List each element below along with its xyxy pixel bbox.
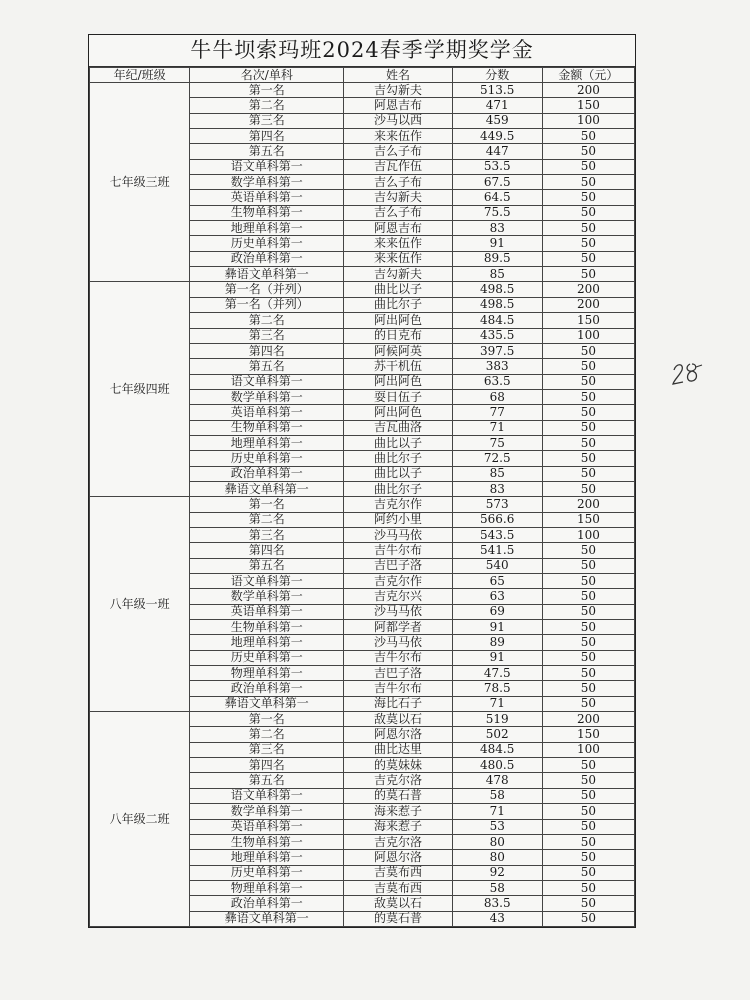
amount-cell: 50 — [542, 129, 634, 144]
score-cell: 449.5 — [452, 129, 542, 144]
name-cell: 沙马以西 — [344, 113, 452, 128]
rank-subject-cell: 第一名（并列） — [190, 297, 344, 312]
name-cell: 吉么子布 — [344, 175, 452, 190]
amount-cell: 50 — [542, 420, 634, 435]
score-cell: 83.5 — [452, 896, 542, 911]
score-cell: 85 — [452, 466, 542, 481]
table-row — [90, 83, 635, 98]
amount-cell: 50 — [542, 896, 634, 911]
amount-cell: 50 — [542, 267, 634, 282]
rank-subject-cell: 彝语文单科第一 — [190, 481, 344, 496]
score-cell: 573 — [452, 497, 542, 512]
amount-cell: 50 — [542, 635, 634, 650]
rank-subject-cell: 数学单科第一 — [190, 804, 344, 819]
amount-cell: 50 — [542, 144, 634, 159]
amount-cell: 50 — [542, 558, 634, 573]
rank-subject-cell: 语文单科第一 — [190, 788, 344, 803]
name-cell: 阿恩吉布 — [344, 98, 452, 113]
score-cell: 65 — [452, 574, 542, 589]
header-amount: 金额（元） — [542, 68, 634, 83]
amount-cell: 200 — [542, 297, 634, 312]
score-cell: 541.5 — [452, 543, 542, 558]
name-cell: 吉瓦作伍 — [344, 159, 452, 174]
name-cell: 阿出阿色 — [344, 313, 452, 328]
amount-cell: 50 — [542, 251, 634, 266]
name-cell: 来来伍作 — [344, 129, 452, 144]
handwritten-note — [670, 358, 704, 392]
score-cell: 484.5 — [452, 313, 542, 328]
rank-subject-cell: 数学单科第一 — [190, 389, 344, 404]
amount-cell: 50 — [542, 405, 634, 420]
rank-subject-cell: 第五名 — [190, 144, 344, 159]
amount-cell: 150 — [542, 727, 634, 742]
amount-cell: 50 — [542, 159, 634, 174]
name-cell: 吉克尔洛 — [344, 773, 452, 788]
name-cell: 吉牛尔布 — [344, 681, 452, 696]
amount-cell: 100 — [542, 742, 634, 757]
score-cell: 89 — [452, 635, 542, 650]
score-cell: 480.5 — [452, 758, 542, 773]
name-cell: 吉克尔洛 — [344, 834, 452, 849]
rank-subject-cell: 政治单科第一 — [190, 466, 344, 481]
amount-cell: 50 — [542, 666, 634, 681]
name-cell: 吉么子布 — [344, 205, 452, 220]
rank-subject-cell: 第一名 — [190, 712, 344, 727]
grade-class-cell: 八年级二班 — [90, 712, 190, 927]
score-cell: 83 — [452, 221, 542, 236]
score-cell: 92 — [452, 865, 542, 880]
name-cell: 吉莫布西 — [344, 865, 452, 880]
score-cell: 69 — [452, 604, 542, 619]
score-cell: 77 — [452, 405, 542, 420]
rank-subject-cell: 数学单科第一 — [190, 589, 344, 604]
name-cell: 沙马马依 — [344, 604, 452, 619]
name-cell: 吉瓦曲洛 — [344, 420, 452, 435]
rank-subject-cell: 政治单科第一 — [190, 681, 344, 696]
name-cell: 敌莫以石 — [344, 712, 452, 727]
name-cell: 阿恩吉布 — [344, 221, 452, 236]
amount-cell: 50 — [542, 880, 634, 895]
name-cell: 曲比以子 — [344, 282, 452, 297]
score-cell: 502 — [452, 727, 542, 742]
rank-subject-cell: 英语单科第一 — [190, 819, 344, 834]
rank-subject-cell: 语文单科第一 — [190, 374, 344, 389]
score-cell: 513.5 — [452, 83, 542, 98]
rank-subject-cell: 语文单科第一 — [190, 159, 344, 174]
score-cell: 89.5 — [452, 251, 542, 266]
name-cell: 阿恩尔洛 — [344, 727, 452, 742]
score-cell: 397.5 — [452, 343, 542, 358]
amount-cell: 100 — [542, 527, 634, 542]
amount-cell: 100 — [542, 328, 634, 343]
rank-subject-cell: 英语单科第一 — [190, 190, 344, 205]
amount-cell: 150 — [542, 313, 634, 328]
name-cell: 曲比以子 — [344, 466, 452, 481]
name-cell: 海来惹子 — [344, 819, 452, 834]
score-cell: 80 — [452, 834, 542, 849]
name-cell: 的莫石普 — [344, 911, 452, 926]
name-cell: 的莫妹妹 — [344, 758, 452, 773]
name-cell: 阿都学者 — [344, 620, 452, 635]
rank-subject-cell: 生物单科第一 — [190, 205, 344, 220]
rank-subject-cell: 第一名（并列） — [190, 282, 344, 297]
table-row — [90, 282, 635, 297]
score-cell: 484.5 — [452, 742, 542, 757]
name-cell: 敌莫以石 — [344, 896, 452, 911]
score-cell: 519 — [452, 712, 542, 727]
amount-cell: 200 — [542, 83, 634, 98]
scholarship-sheet — [88, 34, 636, 928]
amount-cell: 50 — [542, 620, 634, 635]
rank-subject-cell: 生物单科第一 — [190, 620, 344, 635]
amount-cell: 200 — [542, 712, 634, 727]
name-cell: 吉克尔作 — [344, 497, 452, 512]
rank-subject-cell: 彝语文单科第一 — [190, 911, 344, 926]
name-cell: 的日克布 — [344, 328, 452, 343]
score-cell: 53 — [452, 819, 542, 834]
rank-subject-cell: 第四名 — [190, 758, 344, 773]
name-cell: 阿约小里 — [344, 512, 452, 527]
name-cell: 吉勾新夫 — [344, 190, 452, 205]
name-cell: 吉莫布西 — [344, 880, 452, 895]
name-cell: 曲比达里 — [344, 742, 452, 757]
score-cell: 540 — [452, 558, 542, 573]
score-cell: 566.6 — [452, 512, 542, 527]
scholarship-table — [89, 67, 635, 927]
name-cell: 曲比尔子 — [344, 481, 452, 496]
amount-cell: 50 — [542, 681, 634, 696]
header-rank-subject: 名次/单科 — [190, 68, 344, 83]
name-cell: 海来惹子 — [344, 804, 452, 819]
rank-subject-cell: 第三名 — [190, 113, 344, 128]
header-name: 姓名 — [344, 68, 452, 83]
name-cell: 阿候阿英 — [344, 343, 452, 358]
rank-subject-cell: 第四名 — [190, 129, 344, 144]
amount-cell: 50 — [542, 788, 634, 803]
name-cell: 吉么子布 — [344, 144, 452, 159]
rank-subject-cell: 历史单科第一 — [190, 236, 344, 251]
score-cell: 64.5 — [452, 190, 542, 205]
rank-subject-cell: 第五名 — [190, 773, 344, 788]
rank-subject-cell: 第二名 — [190, 512, 344, 527]
amount-cell: 50 — [542, 758, 634, 773]
amount-cell: 50 — [542, 834, 634, 849]
amount-cell: 50 — [542, 696, 634, 711]
amount-cell: 50 — [542, 359, 634, 374]
amount-cell: 50 — [542, 175, 634, 190]
amount-cell: 50 — [542, 543, 634, 558]
score-cell: 498.5 — [452, 282, 542, 297]
amount-cell: 100 — [542, 113, 634, 128]
amount-cell: 50 — [542, 819, 634, 834]
rank-subject-cell: 语文单科第一 — [190, 574, 344, 589]
score-cell: 91 — [452, 620, 542, 635]
name-cell: 沙马马依 — [344, 527, 452, 542]
score-cell: 71 — [452, 420, 542, 435]
amount-cell: 150 — [542, 512, 634, 527]
score-cell: 91 — [452, 650, 542, 665]
score-cell: 68 — [452, 389, 542, 404]
amount-cell: 50 — [542, 865, 634, 880]
score-cell: 83 — [452, 481, 542, 496]
rank-subject-cell: 彝语文单科第一 — [190, 267, 344, 282]
rank-subject-cell: 第一名 — [190, 497, 344, 512]
score-cell: 478 — [452, 773, 542, 788]
rank-subject-cell: 彝语文单科第一 — [190, 696, 344, 711]
name-cell: 来来伍作 — [344, 251, 452, 266]
name-cell: 的莫石普 — [344, 788, 452, 803]
amount-cell: 50 — [542, 221, 634, 236]
amount-cell: 50 — [542, 773, 634, 788]
rank-subject-cell: 英语单科第一 — [190, 604, 344, 619]
amount-cell: 50 — [542, 451, 634, 466]
rank-subject-cell: 物理单科第一 — [190, 666, 344, 681]
score-cell: 47.5 — [452, 666, 542, 681]
rank-subject-cell: 第三名 — [190, 527, 344, 542]
score-cell: 80 — [452, 850, 542, 865]
score-cell: 71 — [452, 804, 542, 819]
amount-cell: 50 — [542, 650, 634, 665]
name-cell: 海比石子 — [344, 696, 452, 711]
name-cell: 吉牛尔布 — [344, 650, 452, 665]
name-cell: 阿出阿色 — [344, 374, 452, 389]
rank-subject-cell: 第三名 — [190, 328, 344, 343]
grade-class-cell: 八年级一班 — [90, 497, 190, 712]
score-cell: 471 — [452, 98, 542, 113]
amount-cell: 50 — [542, 911, 634, 926]
amount-cell: 50 — [542, 604, 634, 619]
rank-subject-cell: 物理单科第一 — [190, 880, 344, 895]
rank-subject-cell: 第三名 — [190, 742, 344, 757]
score-cell: 498.5 — [452, 297, 542, 312]
rank-subject-cell: 地理单科第一 — [190, 435, 344, 450]
rank-subject-cell: 第五名 — [190, 359, 344, 374]
rank-subject-cell: 第四名 — [190, 343, 344, 358]
name-cell: 曲比以子 — [344, 435, 452, 450]
score-cell: 67.5 — [452, 175, 542, 190]
name-cell: 吉巴子洛 — [344, 666, 452, 681]
name-cell: 曲比尔子 — [344, 297, 452, 312]
amount-cell: 50 — [542, 589, 634, 604]
name-cell: 来来伍作 — [344, 236, 452, 251]
rank-subject-cell: 第二名 — [190, 98, 344, 113]
name-cell: 吉牛尔布 — [344, 543, 452, 558]
name-cell: 吉勾新夫 — [344, 267, 452, 282]
rank-subject-cell: 历史单科第一 — [190, 650, 344, 665]
name-cell: 吉巴子洛 — [344, 558, 452, 573]
score-cell: 63.5 — [452, 374, 542, 389]
amount-cell: 50 — [542, 205, 634, 220]
name-cell: 阿出阿色 — [344, 405, 452, 420]
table-row — [90, 712, 635, 727]
sheet-title: 牛牛坝索玛班2024春季学期奖学金 — [89, 35, 635, 67]
score-cell: 43 — [452, 911, 542, 926]
score-cell: 58 — [452, 788, 542, 803]
header-grade-class: 年纪/班级 — [90, 68, 190, 83]
name-cell: 苏干机伍 — [344, 359, 452, 374]
rank-subject-cell: 地理单科第一 — [190, 635, 344, 650]
rank-subject-cell: 历史单科第一 — [190, 451, 344, 466]
amount-cell: 50 — [542, 804, 634, 819]
amount-cell: 50 — [542, 435, 634, 450]
score-cell: 63 — [452, 589, 542, 604]
amount-cell: 50 — [542, 466, 634, 481]
score-cell: 383 — [452, 359, 542, 374]
rank-subject-cell: 英语单科第一 — [190, 405, 344, 420]
score-cell: 447 — [452, 144, 542, 159]
amount-cell: 50 — [542, 236, 634, 251]
table-row — [90, 497, 635, 512]
amount-cell: 50 — [542, 190, 634, 205]
amount-cell: 50 — [542, 574, 634, 589]
score-cell: 78.5 — [452, 681, 542, 696]
rank-subject-cell: 生物单科第一 — [190, 834, 344, 849]
score-cell: 58 — [452, 880, 542, 895]
amount-cell: 50 — [542, 374, 634, 389]
rank-subject-cell: 历史单科第一 — [190, 865, 344, 880]
grade-class-cell: 七年级三班 — [90, 83, 190, 282]
score-cell: 72.5 — [452, 451, 542, 466]
name-cell: 吉克尔兴 — [344, 589, 452, 604]
table-body — [90, 83, 635, 927]
amount-cell: 200 — [542, 282, 634, 297]
amount-cell: 50 — [542, 343, 634, 358]
rank-subject-cell: 政治单科第一 — [190, 251, 344, 266]
amount-cell: 50 — [542, 481, 634, 496]
score-cell: 75.5 — [452, 205, 542, 220]
rank-subject-cell: 政治单科第一 — [190, 896, 344, 911]
name-cell: 沙马马依 — [344, 635, 452, 650]
score-cell: 75 — [452, 435, 542, 450]
rank-subject-cell: 地理单科第一 — [190, 850, 344, 865]
rank-subject-cell: 数学单科第一 — [190, 175, 344, 190]
amount-cell: 150 — [542, 98, 634, 113]
amount-cell: 50 — [542, 389, 634, 404]
rank-subject-cell: 第二名 — [190, 313, 344, 328]
header-row — [90, 68, 635, 83]
rank-subject-cell: 第一名 — [190, 83, 344, 98]
amount-cell: 50 — [542, 850, 634, 865]
score-cell: 435.5 — [452, 328, 542, 343]
header-score: 分数 — [452, 68, 542, 83]
rank-subject-cell: 生物单科第一 — [190, 420, 344, 435]
name-cell: 耍日伍子 — [344, 389, 452, 404]
score-cell: 543.5 — [452, 527, 542, 542]
score-cell: 459 — [452, 113, 542, 128]
name-cell: 曲比尔子 — [344, 451, 452, 466]
score-cell: 91 — [452, 236, 542, 251]
score-cell: 85 — [452, 267, 542, 282]
name-cell: 吉克尔作 — [344, 574, 452, 589]
name-cell: 吉勾新夫 — [344, 83, 452, 98]
name-cell: 阿恩尔洛 — [344, 850, 452, 865]
grade-class-cell: 七年级四班 — [90, 282, 190, 497]
score-cell: 53.5 — [452, 159, 542, 174]
score-cell: 71 — [452, 696, 542, 711]
rank-subject-cell: 第二名 — [190, 727, 344, 742]
rank-subject-cell: 第五名 — [190, 558, 344, 573]
rank-subject-cell: 第四名 — [190, 543, 344, 558]
amount-cell: 200 — [542, 497, 634, 512]
rank-subject-cell: 地理单科第一 — [190, 221, 344, 236]
